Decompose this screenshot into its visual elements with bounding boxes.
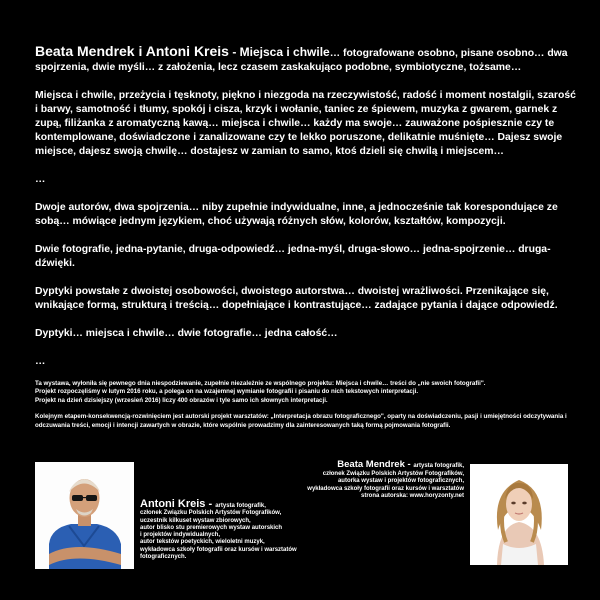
bio-line: fotograficznych. [140,554,187,561]
project-note-line: Projekt rozpoczęliśmy w lutym 2016 roku, a polega on na wzajemnej wymianie fotografii i pisaniu do nich tekstowych interpretacji. [35,388,419,396]
beata-mendrek-photo [470,464,568,565]
antoni-kreis-heading [140,498,340,510]
paragraph-diptychs: Dyptyki powstałe z dwoistej osobowości, dwoistego autorstwa… dwoistej wrażliwości. Przenikające się, wnikające formą, strukturą i treścią… dopełniające i kontrastujące… zadające pytania i dające odpowiedź. [35,286,558,311]
antoni-kreis-dash: - [205,498,216,510]
project-note-1 [35,380,580,405]
exhibition-title: Miejsca i chwile [239,45,330,59]
bio-line: uczestnik kilkuset wystaw zbiorowych, [140,517,251,524]
antoni-kreis-name: Antoni Kreis [140,498,206,510]
heading-dash: - [228,45,240,59]
intro-paragraph [35,44,580,75]
authors-heading: Beata Mendrek i Antoni Kreis [35,43,229,59]
bio-line: artysta fotografik, [413,463,464,469]
intro-text: … fotografowane osobno, pisane osobno… dwa spojrzenia, dwie myśli… z założenia, lecz czasem zaskakująco podobne, symbiotyczne, tożsame… [35,48,568,73]
beata-mendrek-name: Beata Mendrek [337,459,405,470]
beata-mendrek-bio [268,461,464,501]
paragraph-places-moments: Miejsca i chwile, przeżycia i tęsknoty, piękno i niezgoda na rzeczywistość, radość i moment nostalgii, szarość i barwy, samotność i tłumy, spokój i cisza, krzyk i wołanie, taniec ze śpiewem, muzyka z gwarem, garnek z zupą, filiżanka z aromatyczną kawą… miejsca i chwile… każdy ma swoje… zauważone pośpiesznie czy te kontemplowane, doświadczone i zanalizowane czy te lekko poruszone, delikatnie muśnięte… Dajesz swoje miejsce, dajesz swoją chwilę… dostajesz w zamian to samo, ktoś dzieli się chwilą i miejscem… [35,90,576,157]
paragraph-two-photos: Dwie fotografie, jedna-pytanie, druga-odpowiedź… jedna-myśl, druga-słowo… jedna-spojrzenie… druga-dźwięki. [35,244,551,269]
paragraph-two-authors: Dwoje autorów, dwa spojrzenia… niby zupełnie indywidualne, inne, a jednocześnie tak korespondujące ze sobą… mówiące jednym językiem, choć używają różnych słów, kolorów, kształtów, kompozycji. [35,202,558,227]
ellipsis-1: … [35,174,46,185]
bio-line: członek Związku Polskich Artystów Fotografików, [140,510,282,517]
beata-mendrek-heading [268,461,464,471]
bio-line: i projektów indywidualnych, [140,532,221,539]
paragraph-diptychs-whole: Dyptyki… miejsca i chwile… dwie fotografie… jedna całość… [35,328,338,339]
main-text [35,44,580,383]
project-note-2: Kolejnym etapem-konsekwencją-rozwinięciem jest autorski projekt warsztatów: „Interpretacja obrazu fotograficznego", oparty na doświadczeniu, pasji i umiejętności odczytywania i odczuwania treści, emocji i intencji zawartych w obrazie, które wspólnie prowadzimy dla zainteresowanych taką formą pojmowania fotografii. [35,413,567,429]
antoni-kreis-bio [140,498,340,561]
bio-line: wykładowca szkoły fotografii oraz kursów i warsztatów [140,546,297,553]
ellipsis-2: … [35,356,46,367]
project-note-line: Ta wystawa, wyłoniła się pewnego dnia niespodziewanie, zupełnie niezależnie ze wspólnego projektu: Miejsca i chwile… treści do „nie swoich fotografii". [35,380,486,387]
bio-line: strona autorska: www.horyzonty.net [360,493,464,500]
beata-mendrek-dash: - [404,459,414,470]
bio-line: członek Związku Polskich Artystów Fotografików, [322,470,464,477]
bio-line: wykładowca szkoły fotografii oraz kursów i warsztatów [307,485,464,492]
bio-line: artysta fotografik, [215,503,266,509]
bio-line: autor blisko stu premierowych wystaw autorskich [140,524,283,531]
project-note-line: Projekt na dzień dzisiejszy (wrzesień 2016) liczy 400 obrazów i tyle samo ich słownych interpretacji. [35,396,328,404]
bio-line: autor tekstów poetyckich, wieloletni muzyk, [140,539,265,546]
bio-line: autorka wystaw i projektów fotograficznych, [337,478,464,485]
project-notes [35,380,580,438]
antoni-kreis-photo [35,462,134,569]
